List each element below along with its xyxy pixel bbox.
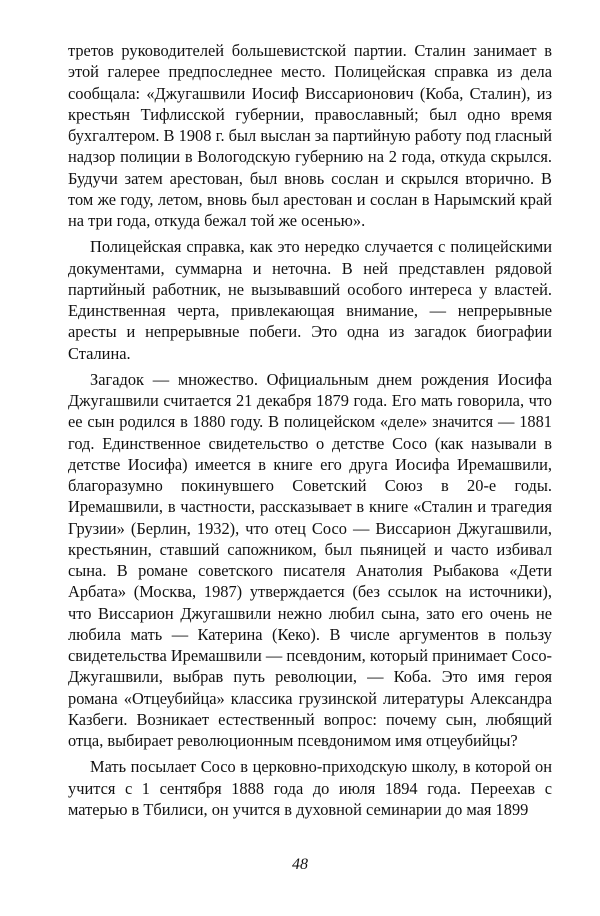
- page-number: 48: [292, 856, 308, 873]
- paragraph-continued: третов руководителей большевистской партии. Сталин занимает в этой галерее предпоследнее место. Полицейская справка из дела сообщала: «Джугашвили Иосиф Виссарионович (Коба, Сталин), из крестьян Тифлисской губернии, православный; был одно время бухгалтером. В 1908 г. был выслан за партийную работу под гласный надзор полиции в Вологодскую губернию на 2 года, откуда скрылся. Будучи затем арестован, был вновь сослан и скрылся вторично. В том же году, летом, вновь был арестован и сослан в Нарымский край на три года, откуда бежал той же осенью».: [68, 41, 552, 230]
- paragraph-police-report: Полицейская справка, как это нередко случается с полицейскими документами, суммарна и неточна. В ней представлен рядовой партийный работник, не вызывавший особого интереса у властей. Единственная черта, привлекающая внимание, — непрерывные аресты и непрерывные побеги. Это одна из загадок биографии Сталина.: [68, 237, 552, 363]
- body-text: [68, 40, 552, 820]
- paragraph-school: Мать посылает Сосо в церковно-приходскую школу, в которой он учится с 1 сентября 1888 года до июля 1894 года. Переехав с матерью в Тбилиси, он учится в духовной семинарии до мая 1899: [68, 757, 552, 819]
- paragraph-mysteries: Загадок — множество. Официальным днем рождения Иосифа Джугашвили считается 21 декабря 1879 года. Его мать говорила, что ее сын родился в 1880 году. В полицейском «деле» значится — 1881 год. Единственное свидетельство о детстве Сосо (как называли в детстве Иосифа) имеется в книге его друга Иосифа Иремашвили, благоразумно покинувшего Советский Союз в 20-е годы. Иремашвили, в частности, рассказывает в книге «Сталин и трагедия Грузии» (Берлин, 1932), что отец Сосо — Виссарион Джугашвили, крестьянин, ставший сапожником, был пьяницей и часто избивал сына. В романе советского писателя Анатолия Рыбакова «Дети Арбата» (Москва, 1987) утверждается (без ссылок на источники), что Виссарион Джугашвили нежно любил сына, зато его очень не любила мать — Катерина (Кеко). В числе аргументов в пользу свидетельства Иремашвили — псевдоним, который принимает Сосо-Джугашвили, выбрав путь революции, — Коба. Это имя героя романа «Отцеубийца» классика грузинской литературы Александра Казбеги. Возникает естественный вопрос: почему сын, любящий отца, выбирает революционным псевдонимом имя отцеубийцы?: [68, 369, 552, 750]
